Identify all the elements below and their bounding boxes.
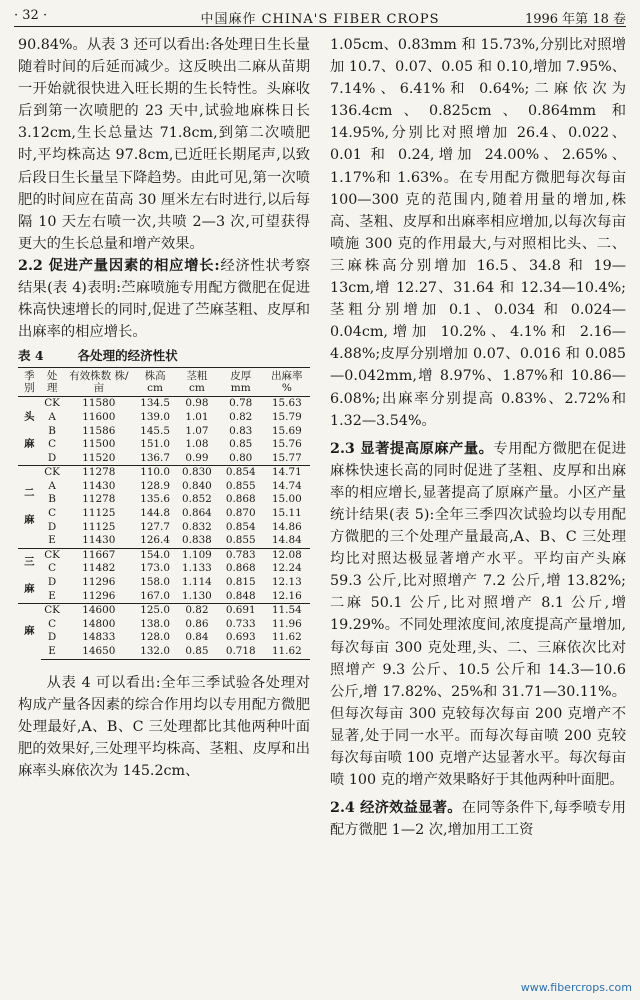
table-cell: 11125 [82,520,116,533]
table-cell: 0.855 [225,479,256,492]
paragraph: 1.05cm、0.83mm 和 15.73%,分别比对照增加 10.7、0.07、0.05 和 0.10,增加 7.95%、7.14%、6.41%和 0.64%;二麻依次为 136.4cm、0.825cm、0.864mm 和 14.95%,分别比对照增加 26.4、0.022、0.01 和 0.24,增加 24.00%、2.65%、1.17%和 1.63%。在专用配方微肥每次每亩 100—300 克的范围内,随着用量的增加,株高、茎粗、皮厚和出麻率相应增加,以每次每亩喷施 300 克的作用最大,与对照相比头、二、三麻株高分别增加 16.5、34.8 和 19—13cm,增 12.27、31.64 和 12.34—10.4%;茎粗分别增加 0.1、0.034 和 0.024—0.04cm,增加 10.2%、4.1%和 2.16—4.88%;皮厚分别增加 0.07、0.016 和 0.085—0.042mm,增 8.97%、1.87%和 10.86—6.08%;出麻率分别提高 0.83%、2.72%和 1.32—3.54%。 [330,37,626,429]
season-label: 三 麻 [18,548,41,603]
table-row [18,493,310,507]
table-cell: D [47,631,57,644]
table-cell: 14.86 [271,520,302,533]
table-row [18,480,310,494]
right-column [330,34,626,841]
table-4 [18,367,310,659]
table-cell: CK [44,397,60,410]
table-cell: 0.838 [182,534,212,547]
table-cell: 12.13 [271,576,302,589]
table-cell: 11.62 [264,645,310,659]
table-cell: 1.114 [182,576,212,589]
table-cell: 135.6 [140,493,170,506]
table-row [18,507,310,521]
table-row [18,452,310,466]
table-cell: 0.86 [185,617,209,630]
table-cell: 14800 [82,617,116,630]
section-text: 在同等条件下,每季喷专用配方微肥 1—2 次,增加用工工资 [330,800,626,839]
table-cell: 145.5 [140,424,170,437]
page-number: · 32 · [14,8,48,23]
table-cell: E [48,589,56,602]
table-cell: 0.783 [218,548,264,562]
table-cell: 11600 [82,410,116,423]
table-row [18,576,310,590]
section-text: 经济性状考察结果(表 4)表明:苎麻喷施专用配方微肥在促进株高快速增长的同时,促进了苎麻茎粗、皮厚和出麻率的相应增长。 [18,257,310,341]
section-2-4 [330,797,626,841]
table-cell: 0.84 [185,631,209,644]
running-header [14,6,626,28]
table-cell: 0.868 [225,562,256,575]
section-heading: 2.4 经济效益显著。 [330,800,462,817]
table-cell: 11500 [82,438,116,451]
section-text: 专用配方微肥在促进麻株快速长高的同时促进了茎粗、皮厚和出麻率的相应增长,显著提高了原麻产量。小区产量统计结果(表 5):全年三季四次试验均以专用配方微肥的三个处理产量最高,A、B、C 三处理均比对照达极显著增产水平。平均亩产头麻 59.3 公斤,比对照增产 7.2 公斤,增 13.82%;二麻 50.1 公斤,比对照增产 8.1 公斤,增 19.29%。不同处理浓度间,浓度提高产量增加,每次每亩 300 克处理,头、二、三麻依次比对照增产 9.3 公斤、10.5 公斤和 14.3—10.6 公斤,增 17.82%、25%和 31.71—30.11%。但每次每亩 300 克较每次每亩 200 克增产不显著,处于同一水平。而每次每亩喷 200 克较每次每亩喷 100 克增产达显著水平。每次每亩喷 100 克的增产效果略好于其他两种叶面肥。 [330,440,627,789]
table-cell: 11278 [82,493,116,506]
table-cell: 11.62 [271,631,302,644]
table-cell: 15.11 [271,507,302,520]
table-cell: 0.832 [182,520,212,533]
table-cell: 12.24 [271,562,302,575]
table-cell: 11586 [82,424,116,437]
table-cell: 15.00 [271,493,302,506]
table-header-cell: 出麻率 % [264,368,310,397]
table-cell: C [48,507,57,520]
table-cell: 132.0 [134,645,176,659]
table-cell: 0.848 [225,589,256,602]
table-row [18,534,310,548]
table-cell: 0.99 [185,451,209,464]
table-cell: CK [41,604,64,618]
table-header-cell: 皮厚 mm [218,368,264,397]
table-cell: 144.8 [140,507,170,520]
table-cell: A [48,410,56,423]
table-cell: 11667 [63,548,134,562]
table-cell: B [48,424,56,437]
table-cell: 0.855 [225,534,256,547]
table-cell: 11430 [82,479,116,492]
table-header-cell: 茎粗 cm [176,368,218,397]
table-cell: 0.718 [218,645,264,659]
table-cell: C [48,617,57,630]
table-cell: 1.130 [182,589,212,602]
table-cell: A [48,479,56,492]
table-row [18,548,310,562]
left-column [18,34,310,782]
table-cell: 1.109 [176,548,218,562]
table-row [18,411,310,425]
section-heading: 2.3 显著提高原麻产量。 [330,440,494,457]
table-cell: 11278 [63,466,134,480]
table-cell: 15.63 [271,397,302,410]
table-cell: 154.0 [134,548,176,562]
table-cell: 151.0 [140,438,170,451]
table-cell: 0.693 [225,631,256,644]
table-cell: 12.08 [264,548,310,562]
table-cell: D [47,576,57,589]
table-cell: 167.0 [140,589,170,602]
table-cell: 139.0 [140,410,170,423]
table-cell: 128.9 [140,479,170,492]
watermark: www.fibercrops.com [520,981,632,994]
table-cell: 0.83 [229,424,253,437]
table-cell: 0.854 [218,466,264,480]
table-cell: B [48,493,56,506]
table-cell: 14.71 [264,466,310,480]
table-cell: 0.733 [225,617,256,630]
season-label: 麻 [18,604,41,659]
table-row [18,425,310,439]
table-cell: 15.77 [271,451,302,464]
table-cell: 11482 [82,562,116,575]
table-cell: 11296 [82,576,116,589]
section-2-2 [18,255,310,343]
table-row [18,521,310,535]
table-header-cell: 有效株数 株/亩 [63,368,134,397]
table-cell: 11125 [82,507,116,520]
table-cell: 128.0 [140,631,170,644]
table-row [18,618,310,632]
table-cell: E [48,534,56,547]
table-cell: 125.0 [134,604,176,618]
table-cell: 173.0 [140,562,170,575]
table-cell: 0.82 [229,410,253,423]
table-row [18,604,310,618]
table-cell: 1.133 [182,562,212,575]
table-cell: 0.80 [229,451,253,464]
journal-name: 中国麻作 CHINA'S FIBER CROPS [200,12,440,27]
paragraph: 90.84%。从表 3 还可以看出:各处理日生长量随着时间的后延而减少。这反映出二麻从苗期一开始就很快进入旺长期的生长特性。头麻收后到第一次喷肥的 23 天中,试验地麻株日长 3.12cm,生长总量达 71.8cm,到第二次喷肥时,平均株高达 97.8cm,已近旺长期尾声,以致后段日生长量呈下降趋势。由此可见,第一次喷肥的时间应在苗高 30 厘米左右时进行,以后每隔 10 天左右喷一次,共喷 2—3 次,可望获得更大的生长总量和增产效果。 [18,37,310,252]
table-caption [18,347,310,365]
table-cell: 0.78 [229,397,253,410]
table-row [18,397,310,411]
table-cell: 11.54 [264,604,310,618]
table-cell: 14600 [63,604,134,618]
table-cell: 14833 [82,631,116,644]
season-label: 二 麻 [18,466,41,549]
paragraph: 从表 4 可以看出:全年三季试验各处理对构成产量各因素的综合作用均以专用配方微肥处理最好,A、B、C 三处理都比其他两种叶面肥的效果好,三处理平均株高、茎粗、皮厚和出麻率头麻依次为 145.2cm、 [18,674,310,779]
table-cell: E [41,645,64,659]
table-cell: 0.85 [176,645,218,659]
table-header-cell: 季别 [18,368,41,397]
table-cell: C [48,438,57,451]
table-cell: CK [41,548,64,562]
table-cell: 134.5 [140,397,170,410]
table-cell: 0.864 [182,507,212,520]
header-rule [14,26,626,27]
table-cell: 0.840 [182,479,212,492]
table-number: 表 4 [18,348,44,364]
table-cell: 0.691 [218,604,264,618]
table-cell: 0.815 [225,576,256,589]
table-cell: 11580 [82,397,116,410]
table-cell: 158.0 [140,576,170,589]
section-2-3 [330,438,626,792]
table-cell: 15.69 [271,424,302,437]
table-cell: 12.16 [271,589,302,602]
table-cell: 11.96 [271,617,302,630]
table-cell: C [48,562,57,575]
table-header-cell: 株高 cm [134,368,176,397]
table-cell: 11430 [82,534,116,547]
issue-info: 1996 年第 18 卷 [524,12,626,27]
table-title: 各处理的经济性状 [77,348,178,364]
table-cell: 0.830 [176,466,218,480]
table-cell: 14.84 [271,534,302,547]
table-row [18,590,310,604]
table-cell: CK [41,466,64,480]
table-cell: 136.7 [140,451,170,464]
table-cell: 14650 [63,645,134,659]
table-cell: 0.868 [225,493,256,506]
table-row [18,645,310,659]
table-cell: 0.98 [185,397,209,410]
table-row [18,438,310,452]
table-cell: 0.85 [229,438,253,451]
table-cell: 11296 [82,589,116,602]
table-cell: 1.07 [185,424,209,437]
table-cell: 126.4 [140,534,170,547]
table-cell: 0.854 [225,520,256,533]
table-cell: 127.7 [140,520,170,533]
table-cell: 0.870 [225,507,256,520]
table-cell: 1.08 [185,438,209,451]
season-label: 头 麻 [24,410,35,451]
table-cell: D [47,451,57,464]
table-cell: 0.852 [182,493,212,506]
table-row [18,631,310,645]
table-row [18,562,310,576]
table-cell: 110.0 [134,466,176,480]
table-cell: 15.79 [271,410,302,423]
table-header-cell: 处理 [41,368,64,397]
table-cell: D [47,520,57,533]
table-cell: 0.82 [176,604,218,618]
table-cell: 138.0 [140,617,170,630]
table-cell: 1.01 [185,410,209,423]
table-row [18,466,310,480]
section-heading: 2.2 促进产量因素的相应增长: [18,257,220,274]
table-cell: 11520 [82,451,116,464]
table-cell: 14.74 [271,479,302,492]
table-cell: 15.76 [271,438,302,451]
